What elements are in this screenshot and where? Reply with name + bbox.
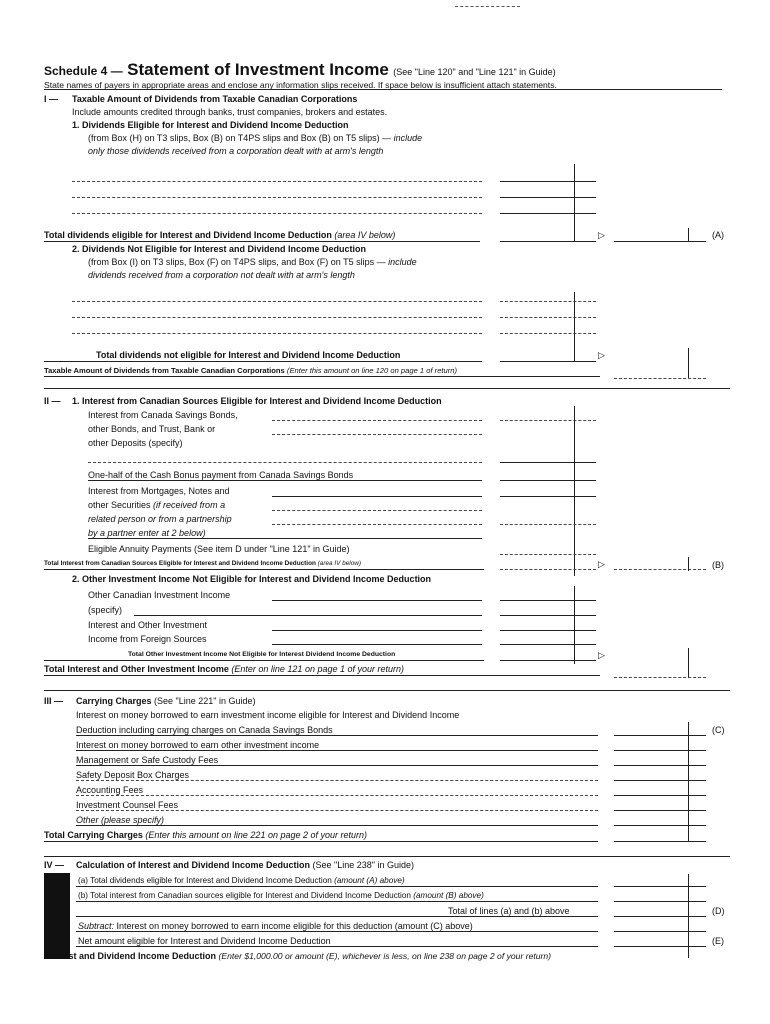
- total-not-eligible-underline: [44, 361, 482, 362]
- carrying-line-4: Management or Safe Custody Fees: [76, 755, 219, 765]
- sec4-number: IV —: [44, 860, 65, 870]
- title-ref: (See "Line 120" and "Line 121" in Guide): [393, 67, 556, 77]
- mortgage-amount-2[interactable]: [500, 524, 596, 525]
- calc-underline-net: [76, 946, 598, 947]
- calc-underline-subtract: [76, 931, 598, 932]
- page-title: Statement of Investment Income: [127, 60, 389, 79]
- total-other-subtotal[interactable]: [500, 660, 596, 661]
- sec2-part1-title: 1. Interest from Canadian Sources Eligible for Interest and Dividend Income Deduction: [72, 396, 442, 406]
- calc-line-b-text: (b) Total interest from Canadian sources eligible for Interest and Dividend Income Deduction: [78, 891, 411, 900]
- calc-line-a: [78, 876, 405, 885]
- annuity-payments: Eligible Annuity Payments (See item D under "Line 121" in Guide): [88, 544, 350, 554]
- total-investment-label: Total Interest and Other Investment Income: [44, 664, 229, 674]
- amount-line-3[interactable]: [500, 213, 596, 214]
- cents-divider: [574, 164, 575, 242]
- carrying-underline-4: [76, 765, 598, 766]
- carrying-amount-7[interactable]: [614, 810, 706, 811]
- code-d: (D): [712, 906, 725, 916]
- final-deduction-ref: (Enter $1,000.00 or amount (E), whichever is less, on line 238 on page 2 of your return): [218, 951, 552, 961]
- total-investment-income: [44, 664, 404, 674]
- code-e: (E): [712, 936, 724, 946]
- mortgage-underline: [88, 538, 482, 539]
- amount-line-6[interactable]: [500, 333, 596, 334]
- taxable-underline: [44, 376, 600, 377]
- total-interest-eligible: [44, 560, 361, 567]
- foreign-income-amount-2[interactable]: [500, 644, 596, 645]
- total-interest-underline: [44, 569, 484, 570]
- code-b: (B): [712, 560, 724, 570]
- final-deduction-label: Interest and Dividend Income Deduction: [44, 951, 217, 961]
- cents-divider-4: [574, 586, 575, 664]
- calc-underline-b: [76, 901, 598, 902]
- total-investment-field[interactable]: [614, 677, 706, 678]
- calc-amount-b[interactable]: [614, 901, 706, 902]
- calc-net: Net amount eligible for Interest and Dividend Income Deduction: [78, 936, 331, 946]
- calc-amount-subtract[interactable]: [614, 931, 706, 932]
- foreign-income-input-1[interactable]: [272, 630, 482, 631]
- mortgage-amount-1[interactable]: [500, 496, 596, 497]
- carrying-line-5: Safety Deposit Box Charges: [76, 770, 190, 780]
- sec2-number: II —: [44, 396, 61, 406]
- sec1-part2-desc-text: (from Box (I) on T3 slips, Box (F) on T4PS slips, and Box (F) on T5 slips —: [88, 257, 386, 267]
- carrying-line-2: Deduction including carrying charges on Canada Savings Bonds: [76, 725, 333, 735]
- total-eligible-dividends: [44, 230, 395, 240]
- sec1-part2-include: include: [388, 257, 417, 267]
- carrying-underline-2: [76, 735, 598, 736]
- payer-line-1[interactable]: [72, 181, 482, 182]
- carrying-line-7: Investment Counsel Fees: [76, 800, 179, 810]
- csb-line-1: Interest from Canada Savings Bonds,: [88, 410, 238, 420]
- foreign-income-input-2[interactable]: [272, 644, 482, 645]
- sec1-part1-desc2: only those dividends received from a corporation dealt with at arm's length: [88, 146, 384, 156]
- amount-line-5[interactable]: [500, 317, 596, 318]
- carrying-amount-3[interactable]: [614, 750, 706, 751]
- mortgage-input-2[interactable]: [272, 510, 482, 511]
- sec1-part2-desc2: dividends received from a corporation not dealt with at arm's length: [88, 270, 355, 280]
- carrying-amount-6[interactable]: [614, 795, 706, 796]
- csb-line-2: other Bonds, and Trust, Bank or: [88, 424, 216, 434]
- calc-amount-d[interactable]: [614, 916, 706, 917]
- taxable-amount-ref: (Enter this amount on line 120 on page 1 of return): [286, 366, 458, 375]
- csb-input-3[interactable]: [88, 462, 482, 463]
- other-income-input-2[interactable]: [134, 615, 482, 616]
- sec1-intro: Include amounts credited through banks, trust companies, brokers and estates.: [72, 107, 388, 117]
- taxable-amount: [44, 366, 457, 375]
- sec3-end-rule: [44, 856, 730, 857]
- sec4-title-ref: (See "Line 238" in Guide): [312, 860, 414, 870]
- arrow-icon-2: ▷: [598, 350, 605, 360]
- total-carrying-underline: [44, 841, 598, 842]
- carrying-underline-6: [76, 795, 598, 796]
- sec2-end-rule: [44, 690, 730, 691]
- payer-line-6[interactable]: [72, 333, 482, 334]
- calc-underline-total: [76, 916, 598, 917]
- mortgage-input-3[interactable]: [272, 524, 482, 525]
- calc-line-b-ref: (amount (B) above): [413, 891, 484, 900]
- total-eligible-subtotal[interactable]: [500, 241, 596, 242]
- mortgage-line-1: Interest from Mortgages, Notes and: [88, 486, 230, 496]
- sec4-title: [76, 860, 414, 870]
- calc-subtract: [78, 921, 473, 931]
- carrying-amount-c[interactable]: [614, 735, 706, 736]
- other-income-amount-1[interactable]: [500, 600, 596, 601]
- sec1-part1-include: include: [393, 133, 423, 143]
- arrow-icon-4: ▷: [598, 650, 605, 660]
- csb-amount-2[interactable]: [500, 462, 596, 463]
- carrying-amount-4[interactable]: [614, 765, 706, 766]
- foreign-income-2: Income from Foreign Sources: [88, 634, 207, 644]
- sec3-title-ref: (See "Line 221" in Guide): [154, 696, 256, 706]
- total-eligible-label: Total dividends eligible for Interest and Dividend Income Deduction: [44, 230, 332, 240]
- carrying-line-8: Other (please specify): [76, 815, 165, 825]
- payer-line-4[interactable]: [72, 301, 482, 302]
- sec4-title-text: Calculation of Interest and Dividend Income Deduction: [76, 860, 311, 870]
- other-income-amount-2[interactable]: [500, 615, 596, 616]
- cash-bonus: One-half of the Cash Bonus payment from Canada Savings Bonds: [88, 470, 354, 480]
- sec1-part1-desc-text: (from Box (H) on T3 slips, Box (B) on T4PS slips and Box (B) on T5 slips) —: [88, 133, 392, 143]
- cents-divider-2: [574, 292, 575, 362]
- taxable-divider: [688, 348, 689, 378]
- total-carrying-field[interactable]: [614, 841, 706, 842]
- calc-line-b: [78, 891, 484, 900]
- sec1-number: I —: [44, 94, 59, 104]
- carrying-line-6: Accounting Fees: [76, 785, 144, 795]
- total-carrying-charges: [44, 830, 367, 840]
- sec1-part2-desc: [88, 257, 417, 267]
- carrying-amount-8[interactable]: [614, 825, 706, 826]
- other-income-2: (specify): [88, 605, 123, 615]
- total-eligible-underline: [44, 241, 480, 242]
- csb-line-3: other Deposits (specify): [88, 438, 183, 448]
- total-carrying-label: Total Carrying Charges: [44, 830, 143, 840]
- other-income-1: Other Canadian Investment Income: [88, 590, 231, 600]
- payer-line-2[interactable]: [72, 197, 482, 198]
- sec1-title: Taxable Amount of Dividends from Taxable Canadian Corporations: [72, 94, 358, 104]
- total-carrying-ref: (Enter this amount on line 221 on page 2 of your return): [145, 830, 368, 840]
- sec3-title: [76, 696, 256, 706]
- total-interest-ref: (area IV below): [317, 560, 362, 567]
- calc-line-a-ref: (amount (A) above): [334, 876, 405, 885]
- total-interest-label: Total Interest from Canadian Sources Eligible for Interest and Dividend Income Deduction: [44, 560, 316, 567]
- mortgage-line-2-text: other Securities: [88, 500, 151, 510]
- carrying-line-1: Interest on money borrowed to earn investment income eligible for Interest and Dividend Income: [76, 710, 460, 720]
- final-deduction: [44, 951, 551, 961]
- calc-underline-a: [76, 886, 598, 887]
- calc-amount-e[interactable]: [614, 946, 706, 947]
- total-other-investment: Total Other Investment Income Not Eligible for Interest Dividend Income Deduction: [128, 651, 396, 658]
- amount-line-2[interactable]: [500, 197, 596, 198]
- carrying-underline-8: [76, 825, 598, 826]
- instructions: State names of payers in appropriate areas and enclose any information slips received. If space below is insufficient attach statements.: [44, 80, 557, 90]
- cents-divider-3: [574, 406, 575, 576]
- sec2-part2-title: 2. Other Investment Income Not Eligible for Interest and Dividend Income Deduction: [72, 574, 432, 584]
- carrying-underline-7: [76, 810, 598, 811]
- payer-line-3[interactable]: [72, 213, 482, 214]
- calc-subtract-label: Subtract:: [78, 921, 115, 931]
- sec1-part2-title: 2. Dividends Not Eligible for Interest and Dividend Income Deduction: [72, 244, 367, 254]
- foreign-income-amount-1[interactable]: [500, 630, 596, 631]
- annuity-amount[interactable]: [500, 554, 596, 555]
- mortgage-line-2-italic: (if received from a: [153, 500, 226, 510]
- mortgage-input-1[interactable]: [272, 496, 482, 497]
- calc-line-a-text: (a) Total dividends eligible for Interest and Dividend Income Deduction: [78, 876, 332, 885]
- top-marks: [455, 6, 520, 7]
- amount-line-4[interactable]: [500, 301, 596, 302]
- total-investment-ref: (Enter on line 121 on page 1 of your return): [231, 664, 404, 674]
- csb-input-1[interactable]: [272, 420, 482, 421]
- cash-bonus-amount[interactable]: [500, 480, 596, 481]
- csb-amount-1[interactable]: [500, 420, 596, 421]
- sec1-part1-desc: [88, 133, 422, 143]
- calc-total-ab: Total of lines (a) and (b) above: [448, 906, 570, 916]
- amount-line-1[interactable]: [500, 181, 596, 182]
- arrow-icon-3: ▷: [598, 559, 605, 569]
- sec3-number: III —: [44, 696, 64, 706]
- total-all-divider: [688, 648, 689, 678]
- header-rule: [44, 89, 722, 90]
- carrying-underline-3: [76, 750, 598, 751]
- sec1-part1-title: 1. Dividends Eligible for Interest and Dividend Income Deduction: [72, 120, 349, 130]
- carrying-line-3: Interest on money borrowed to earn other investment income: [76, 740, 320, 750]
- total-investment-underline: [44, 675, 600, 676]
- csb-input-2[interactable]: [272, 434, 482, 435]
- arrow-icon: ▷: [598, 230, 605, 240]
- calc-amount-a[interactable]: [614, 886, 706, 887]
- sec4-black-bar: [44, 873, 70, 959]
- taxable-amount-field[interactable]: [614, 378, 706, 379]
- mortgage-line-4: by a partner enter at 2 below): [88, 528, 206, 538]
- taxable-amount-label: Taxable Amount of Dividends from Taxable Canadian Corporations: [44, 366, 285, 375]
- amount-a-field[interactable]: [614, 241, 706, 242]
- schedule-label: Schedule 4 —: [44, 64, 123, 78]
- other-income-input-1[interactable]: [272, 600, 482, 601]
- payer-line-5[interactable]: [72, 317, 482, 318]
- code-c: (C): [712, 725, 725, 735]
- carrying-underline-5: [76, 780, 598, 781]
- total-interest-subtotal[interactable]: [500, 569, 596, 570]
- amount-a-divider: [688, 228, 689, 242]
- calc-subtract-text: Interest on money borrowed to earn income eligible for this deduction (amount (C) above): [116, 921, 473, 931]
- sec3-title-text: Carrying Charges: [76, 696, 152, 706]
- total-not-eligible-subtotal[interactable]: [500, 361, 596, 362]
- amount-b-divider: [688, 557, 689, 571]
- amount-b-field[interactable]: [614, 569, 706, 570]
- carrying-amount-5[interactable]: [614, 780, 706, 781]
- total-not-eligible: Total dividends not eligible for Interest and Dividend Income Deduction: [96, 350, 401, 360]
- mortgage-line-3: related person or from a partnership: [88, 514, 232, 524]
- carrying-divider: [688, 722, 689, 842]
- schedule-heading: [44, 60, 556, 80]
- code-a: (A): [712, 230, 724, 240]
- total-other-underline: [44, 660, 484, 661]
- total-eligible-ref: (area IV below): [334, 230, 396, 240]
- foreign-income-1: Interest and Other Investment: [88, 620, 208, 630]
- sec1-end-rule: [44, 388, 730, 389]
- cash-bonus-underline: [88, 480, 482, 481]
- mortgage-line-2: [88, 500, 225, 510]
